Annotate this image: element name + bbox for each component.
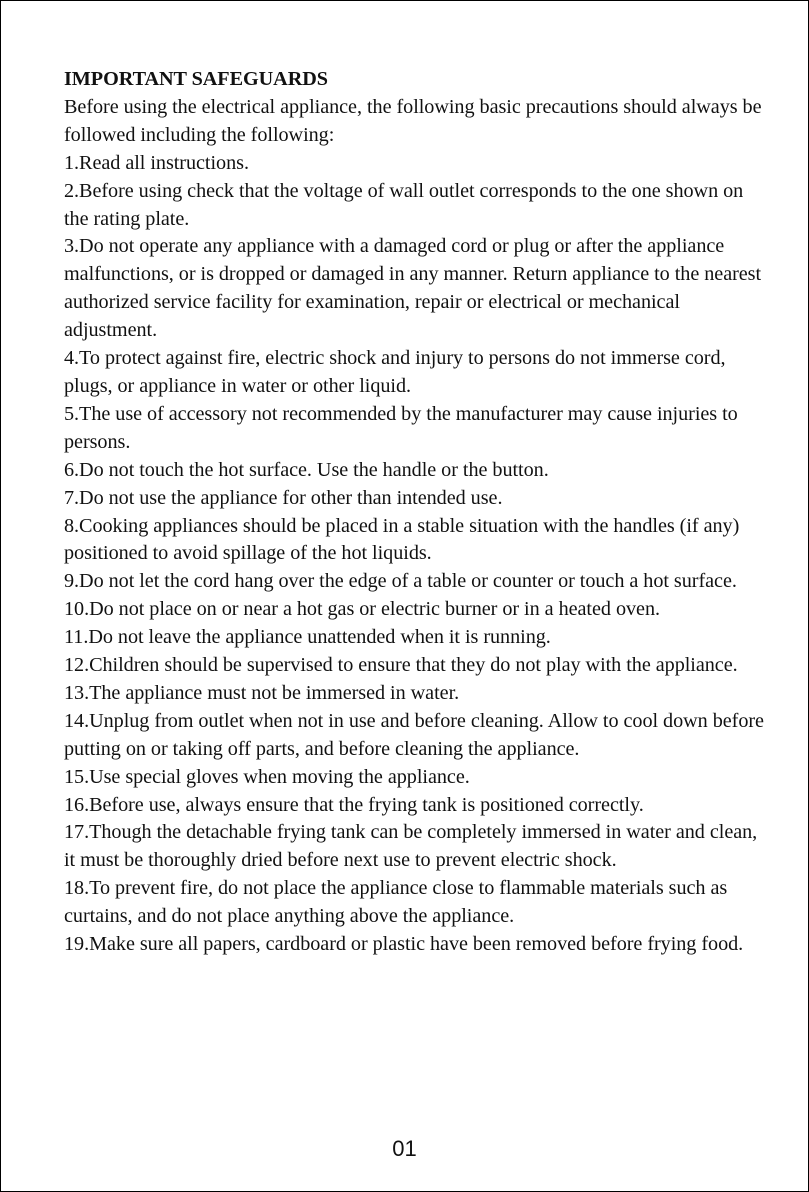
page-heading: IMPORTANT SAFEGUARDS: [64, 68, 328, 90]
page-number: 01: [392, 1136, 417, 1161]
safeguard-item-17: 17.Though the detachable frying tank can be completely immersed in water and clean, it must be thoroughly dried before next use to prevent electric shock.: [64, 821, 758, 872]
safeguard-item-19: 19.Make sure all papers, cardboard or plastic have been removed before frying food.: [64, 933, 744, 956]
safeguard-item-10: 10.Do not place on or near a hot gas or electric burner or in a heated oven.: [64, 598, 660, 621]
safeguard-item-5: 5.The use of accessory not recommended by the manufacturer may cause injuries to persons.: [64, 402, 738, 453]
safeguard-item-13: 13.The appliance must not be immersed in water.: [64, 681, 460, 704]
safeguard-item-18: 18.To prevent fire, do not place the appliance close to flammable materials such as curtains, and do not place anything above the appliance.: [64, 877, 728, 928]
safeguard-item-11: 11.Do not leave the appliance unattended when it is running.: [64, 626, 551, 649]
intro-paragraph: Before using the electrical appliance, the following basic precautions should always be followed including the following:: [64, 95, 762, 146]
safeguard-item-6: 6.Do not touch the hot surface. Use the handle or the button.: [64, 458, 549, 481]
safeguard-item-2: 2.Before using check that the voltage of wall outlet corresponds to the one shown on the rating plate.: [64, 179, 744, 230]
safeguard-item-9: 9.Do not let the cord hang over the edge of a table or counter or touch a hot surface.: [64, 570, 737, 593]
safeguard-item-4: 4.To protect against fire, electric shock and injury to persons do not immerse cord, plugs, or appliance in water or other liquid.: [64, 347, 726, 397]
document-body: [64, 66, 764, 959]
safeguard-item-8: 8.Cooking appliances should be placed in a stable situation with the handles (if any) positioned to avoid spillage of the hot liquids.: [64, 514, 740, 565]
safeguard-item-3: 3.Do not operate any appliance with a damaged cord or plug or after the appliance malfunctions, or is dropped or damaged in any manner. Return appliance to the nearest authorized service facility for examination, repair or electrical or mechanical adjustment.: [64, 235, 762, 342]
safeguard-item-7: 7.Do not use the appliance for other than intended use.: [64, 486, 503, 509]
safeguard-item-14: 14.Unplug from outlet when not in use and before cleaning. Allow to cool down before putting on or taking off parts, and before cleaning the appliance.: [64, 709, 764, 760]
safeguard-item-16: 16.Before use, always ensure that the frying tank is positioned correctly.: [64, 793, 644, 816]
safeguard-item-15: 15.Use special gloves when moving the appliance.: [64, 765, 470, 788]
safeguard-item-1: 1.Read all instructions.: [64, 151, 249, 174]
safeguard-item-12: 12.Children should be supervised to ensure that they do not play with the appliance.: [64, 654, 738, 677]
